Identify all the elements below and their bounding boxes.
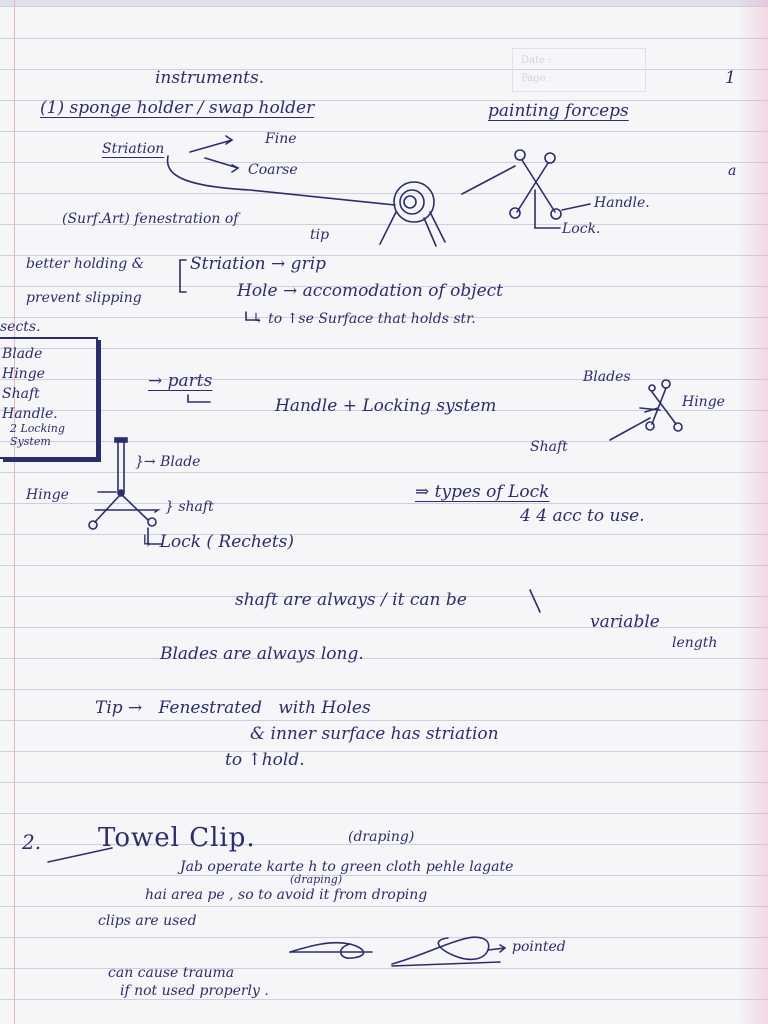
- jab-line: Jab operate karte h to green cloth pehle lagate: [180, 859, 514, 875]
- lock-rechets: ↳ Lock ( Rechets): [140, 532, 295, 552]
- to-hold: to ↑hold.: [225, 750, 305, 770]
- towel-clip-title: Towel Clip.: [98, 823, 256, 853]
- surface-line: ↳ to ↑se Surface that holds str.: [252, 311, 476, 327]
- parts-box: [0, 337, 98, 459]
- box-item-hinge: Hinge: [2, 366, 45, 382]
- top-strip: [0, 0, 768, 6]
- blades-label: Blades: [583, 369, 631, 385]
- margin-line: [14, 0, 15, 1024]
- draping-small: (draping): [290, 873, 343, 886]
- striation-label: Striation: [102, 141, 165, 157]
- better-holding: better holding &: [26, 256, 145, 272]
- blade-diag-label: }→ Blade: [135, 454, 201, 470]
- variable-label: variable: [590, 612, 660, 632]
- box-item-handle: Handle.: [2, 406, 58, 422]
- pointed-label: pointed: [512, 939, 566, 955]
- page-label: Page :: [521, 73, 553, 84]
- trauma-line-1: can cause trauma: [108, 965, 235, 981]
- sects-label: sects.: [0, 319, 41, 335]
- shaft-label: Shaft: [530, 439, 568, 455]
- box-item-shaft: Shaft: [2, 386, 40, 402]
- inner-surface: & inner surface has striation: [250, 724, 499, 744]
- length-label: length: [672, 635, 718, 651]
- hinge-diag-label: Hinge: [26, 487, 69, 503]
- shaft-line: shaft are always / it can be: [235, 590, 467, 610]
- tip-label: tip: [310, 227, 330, 243]
- fine-label: Fine: [265, 131, 297, 147]
- prevent-slipping: prevent slipping: [26, 290, 142, 306]
- page-number: 1: [725, 68, 736, 88]
- item1-title: (1) sponge holder / swap holder: [40, 98, 315, 118]
- types-of-lock: ⇒ types of Lock: [415, 482, 550, 502]
- draping-label: (draping): [348, 829, 415, 845]
- trauma-line-2: if not used properly .: [120, 983, 269, 999]
- item2-number: 2.: [22, 830, 42, 854]
- date-label: Date :: [521, 55, 552, 66]
- handle-locking: Handle + Locking system: [275, 396, 497, 416]
- hinge-label: Hinge: [682, 394, 725, 410]
- striation-grip: Striation → grip: [190, 254, 327, 274]
- date-box: [512, 48, 646, 92]
- heading-instruments: instruments.: [155, 68, 265, 88]
- handle-label: Handle.: [594, 195, 650, 211]
- surf-art-line: (Surf.Art) fenestration of: [62, 211, 239, 227]
- shaft-diag-label: } shaft: [165, 499, 214, 515]
- blades-long: Blades are always long.: [160, 644, 364, 664]
- parts-label: → parts: [148, 371, 213, 391]
- box-item-blade: Blade: [2, 346, 43, 362]
- acc-to-use: 4 4 acc to use.: [520, 506, 645, 526]
- lock-label: Lock.: [562, 221, 601, 237]
- coarse-label: Coarse: [248, 162, 298, 178]
- margin-note-a: a: [728, 163, 737, 179]
- hai-line: hai area pe , so to avoid it from droping: [145, 887, 428, 903]
- clips-line: clips are used: [98, 913, 197, 929]
- hole-line: Hole → accomodation of object: [237, 281, 503, 301]
- page-edge: [740, 0, 768, 1024]
- item1-title-b: painting forceps: [488, 101, 629, 121]
- tip-line: Tip → Fenestrated with Holes: [95, 698, 371, 718]
- box-item-locking: 2 Locking: [10, 422, 65, 435]
- box-item-system: System: [10, 435, 51, 448]
